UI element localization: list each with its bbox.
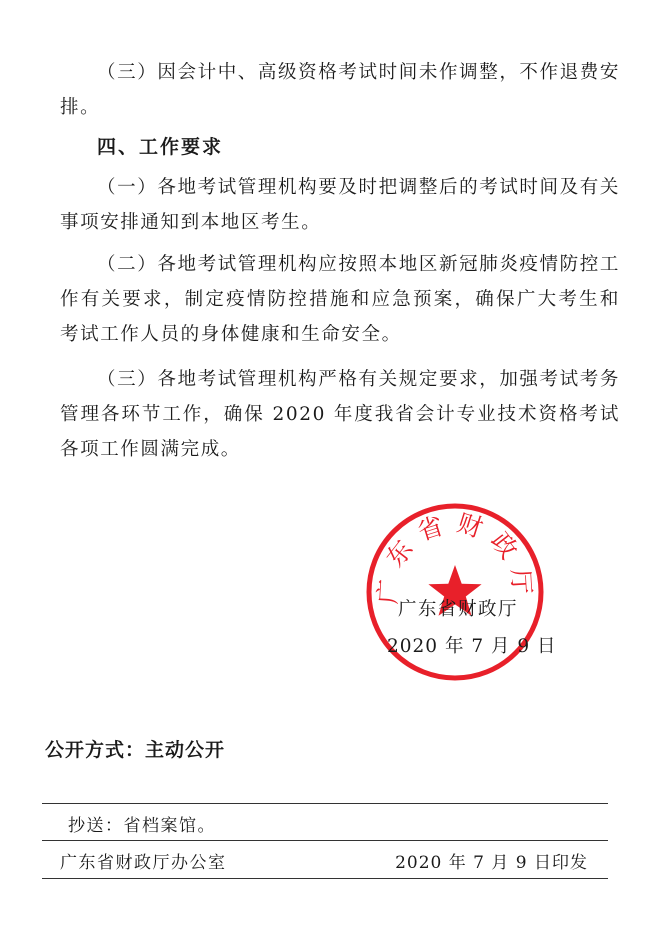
paragraph-exam-management: （三）各地考试管理机构严格有关规定要求，加强考试考务管理各环节工作，确保 2020 年度我省会计专业技术资格考试各项工作圆满完成。 xyxy=(60,369,620,460)
print-date: 2020 年 7 月 9 日印发 xyxy=(395,853,588,873)
disclosure-mode: 公开方式：主动公开 xyxy=(45,739,226,761)
footer-rule-top xyxy=(42,803,608,804)
issuing-office: 广东省财政厅办公室 xyxy=(60,853,227,873)
seal-text: 广东省财政厅 xyxy=(373,508,537,605)
paragraph-epidemic-prevention: （二）各地考试管理机构应按照本地区新冠肺炎疫情防控工作有关要求，制定疫情防控措施和应急预案，确保广大考生和考试工作人员的身体健康和生命安全。 xyxy=(60,254,620,345)
section-heading-work-requirements: 四、工作要求 xyxy=(97,136,224,158)
paragraph-refund: （三）因会计中、高级资格考试时间未作调整，不作退费安排。 xyxy=(60,62,620,118)
cc-line: 抄送：省档案馆。 xyxy=(68,816,216,836)
footer-rule-middle xyxy=(42,840,608,841)
signature-organization: 广东省财政厅 xyxy=(398,599,519,620)
signature-date: 2020 年 7 月 9 日 xyxy=(387,636,557,657)
footer-rule-bottom xyxy=(42,878,608,879)
paragraph-notify-candidates: （一）各地考试管理机构要及时把调整后的考试时间及有关事项安排通知到本地区考生。 xyxy=(60,177,620,233)
